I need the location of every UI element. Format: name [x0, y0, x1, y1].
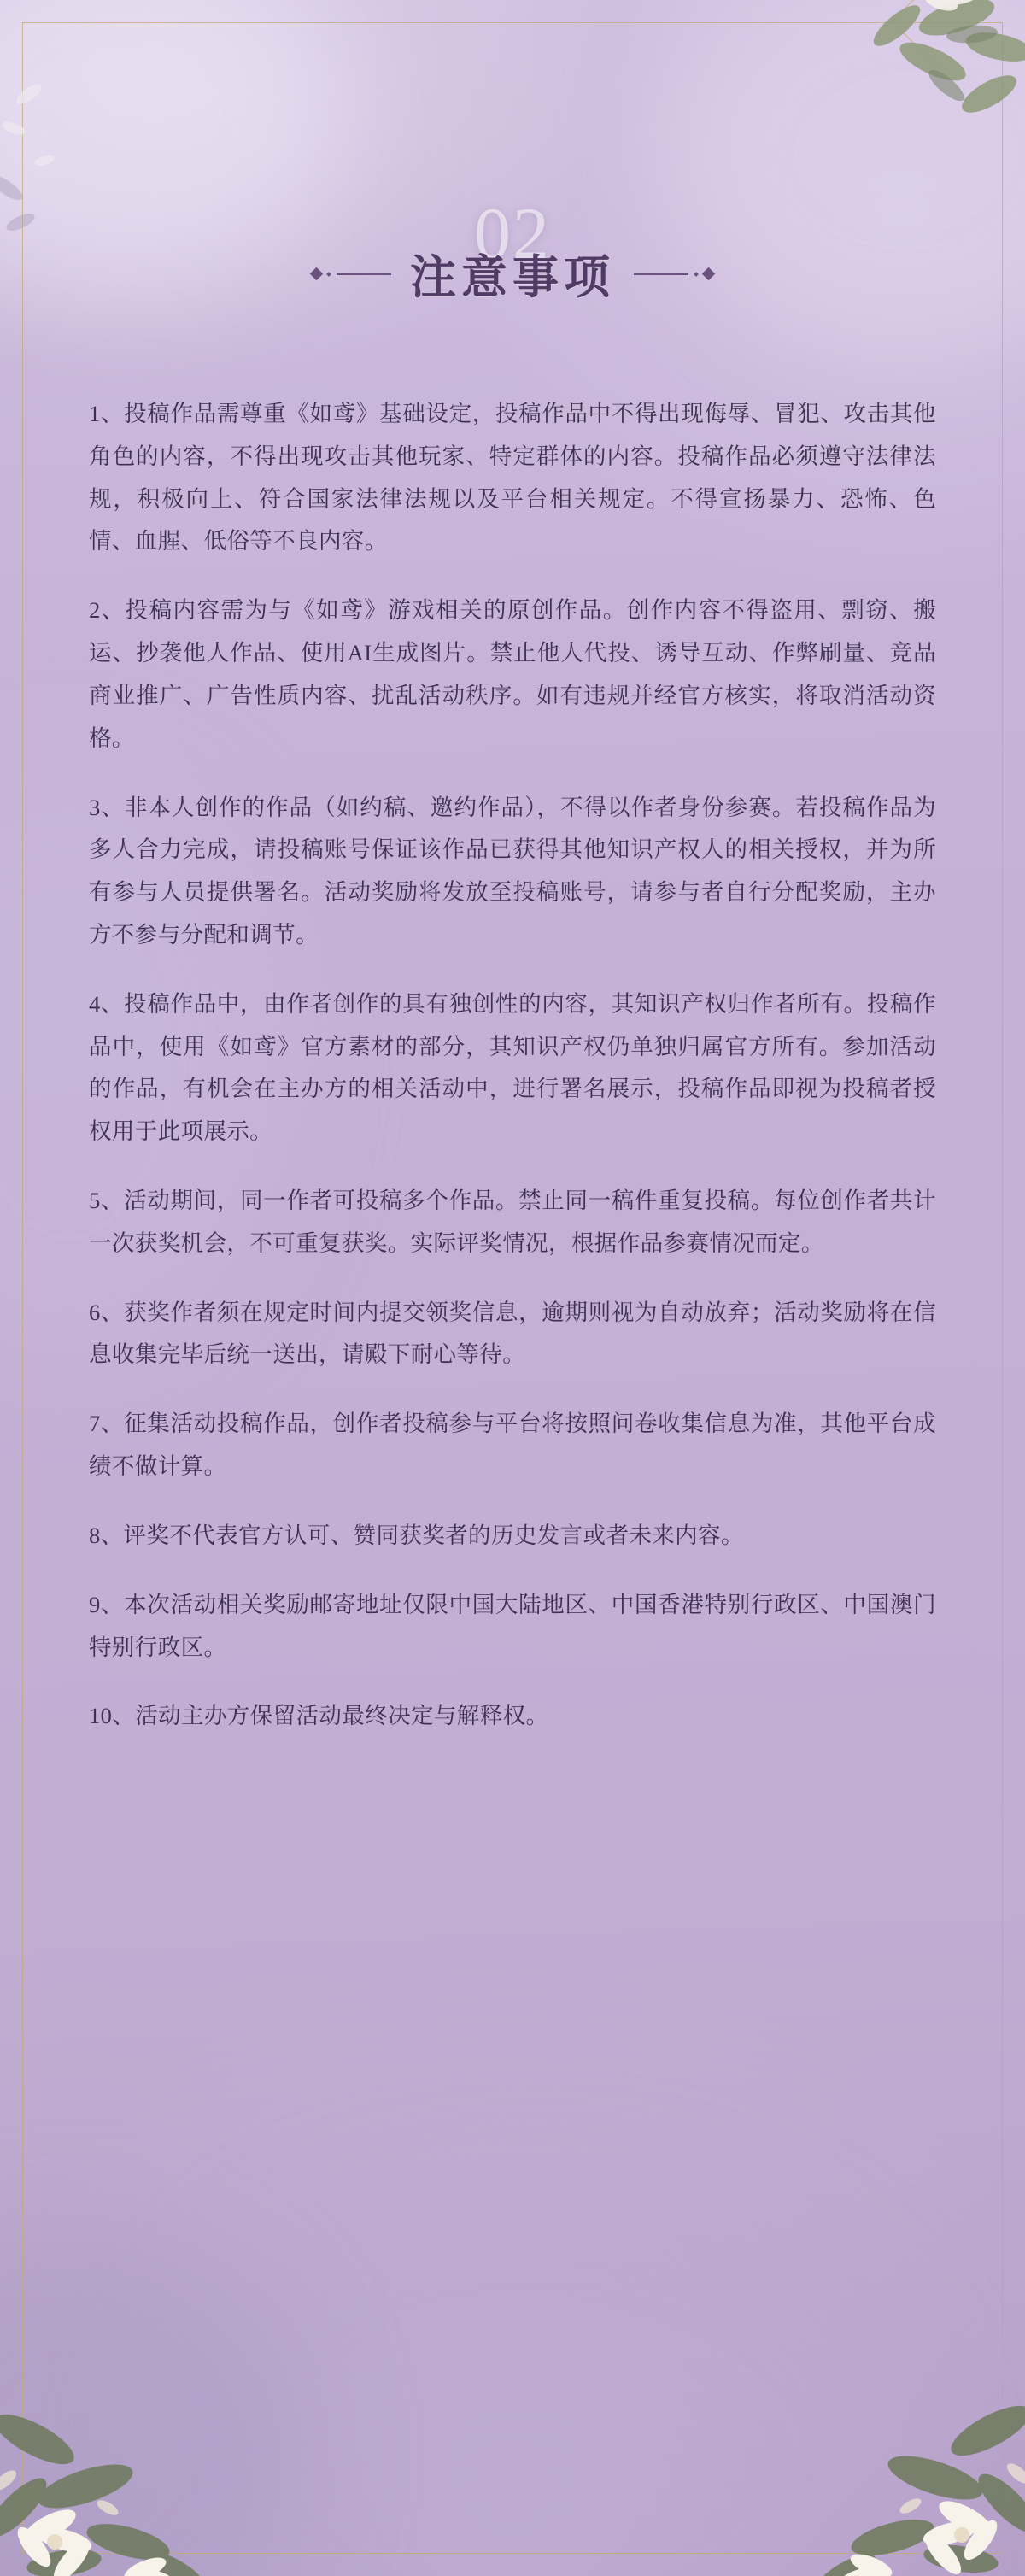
section-title: 注意事项 — [410, 252, 615, 303]
rule-item: 6、获奖作者须在规定时间内提交领奖信息，逾期则视为自动放弃；活动奖励将在信息收集完毕后统一送出，请殿下耐心等待。 — [89, 1299, 936, 1368]
ornament-left — [312, 269, 391, 279]
rule-item: 7、征集活动投稿作品，创作者投稿参与平台将按照问卷收集信息为准，其他平台成绩不做计算。 — [89, 1411, 936, 1480]
rule-item: 10、活动主办方保留活动最终决定与解释权。 — [89, 1703, 549, 1729]
ornament-right — [634, 269, 713, 279]
rule-item: 2、投稿内容需为与《如鸢》游戏相关的原创作品。创作内容不得盗用、剽窃、搬运、抄袭他人作品、使用AI生成图片。禁止他人代投、诱导互动、作弊刷量、竞品商业推广、广告性质内容、扰乱活动秩序。如有违规并经官方核实，将取消活动资格。 — [89, 597, 936, 751]
section-number: 02 — [474, 192, 551, 274]
flower-decoration-bottom-left — [0, 2337, 265, 2576]
bg-blotch-bottom — [154, 2183, 922, 2576]
rule-item: 4、投稿作品中，由作者创作的具有独创性的内容，其知识产权归作者所有。投稿作品中，使用《如鸢》官方素材的部分，其知识产权仍单独归属官方所有。参加活动的作品，有机会在主办方的相关活动中，进行署名展示，投稿作品即视为投稿者授权用于此项展示。 — [89, 990, 936, 1145]
rule-item: 8、评奖不代表官方认可、赞同获奖者的历史发言或者未来内容。 — [89, 1522, 744, 1548]
section-heading — [0, 192, 1025, 307]
rule-item: 9、本次活动相关奖励邮寄地址仅限中国大陆地区、中国香港特别行政区、中国澳门特别行政区。 — [89, 1591, 936, 1660]
rules-list — [89, 393, 936, 1764]
rule-item: 3、非本人创作的作品（如约稿、邀约作品），不得以作者身份参赛。若投稿作品为多人合力完成，请投稿账号保证该作品已获得其他知识产权人的相关授权，并为所有参与人员提供署名。活动奖励将发放至投稿账号，请参与者自行分配奖励，主办方不参与分配和调节。 — [89, 794, 936, 948]
bg-blotch-bottom-left — [0, 2234, 308, 2576]
section-title-row — [0, 241, 1025, 307]
rule-item: 5、活动期间，同一作者可投稿多个作品。禁止同一稿件重复投稿。每位创作者共计一次获奖机会，不可重复获奖。实际评奖情况，根据作品参赛情况而定。 — [89, 1188, 936, 1256]
flower-decoration-bottom-right — [752, 2337, 1025, 2576]
gold-frame-corner-notch — [926, 22, 1003, 99]
rule-item: 1、投稿作品需尊重《如鸢》基础设定，投稿作品中不得出现侮辱、冒犯、攻击其他角色的内容，不得出现攻击其他玩家、特定群体的内容。投稿作品必须遵守法律法规，积极向上、符合国家法律法规以及平台相关规定。不得宣扬暴力、恐怖、色情、血腥、低俗等不良内容。 — [89, 401, 936, 555]
